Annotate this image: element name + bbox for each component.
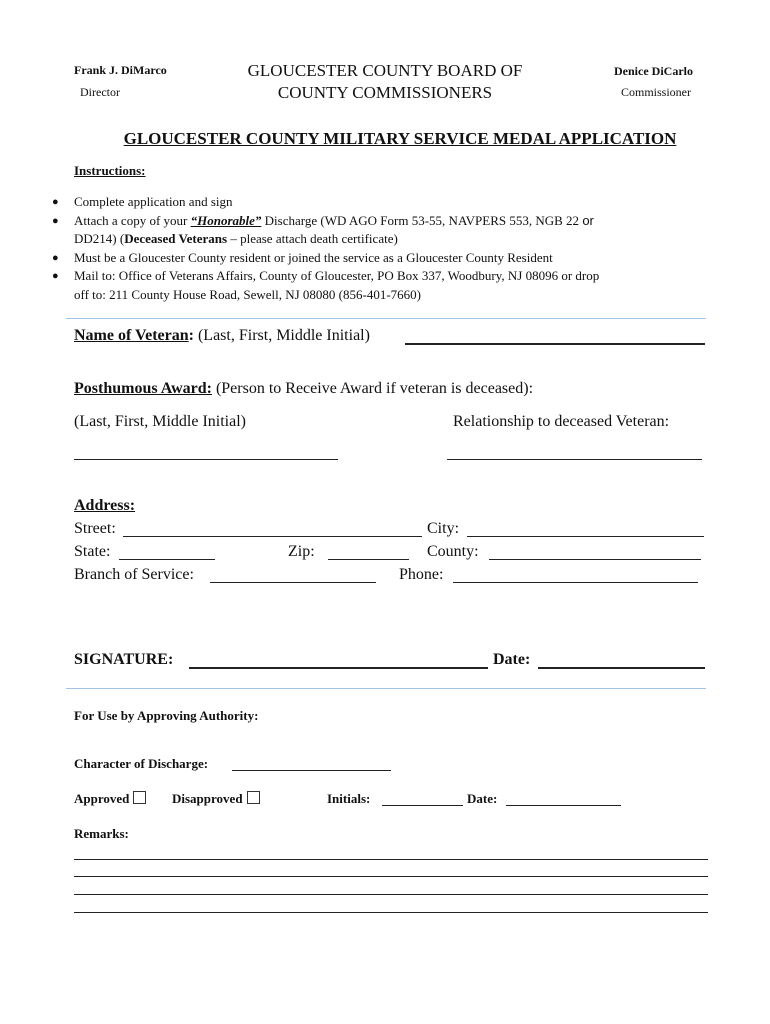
section-divider (66, 318, 706, 319)
instruction-item-3: Must be a Gloucester County resident or joined the service as a Gloucester County Resident (74, 250, 553, 265)
approved-label (74, 791, 146, 807)
section-divider (66, 688, 706, 689)
board-title-line2: COUNTY COMMISSIONERS (277, 83, 493, 102)
signature-date-field[interactable] (538, 667, 705, 669)
signature-label: SIGNATURE: (74, 651, 174, 668)
zip-label: Zip: (288, 543, 315, 560)
bullet-icon: ● (52, 252, 59, 264)
instruction-item-2 (74, 213, 594, 229)
instruction-item-2-honorable: “Honorable” (190, 213, 262, 228)
authority-date-field[interactable] (506, 805, 621, 806)
initials-label: Initials: (327, 791, 371, 806)
remarks-line[interactable] (74, 894, 708, 895)
street-label: Street: (74, 520, 116, 537)
remarks-line[interactable] (74, 912, 708, 913)
bullet-icon: ● (52, 196, 59, 208)
county-field[interactable] (489, 559, 701, 560)
approved-label-text: Approved (74, 791, 130, 806)
initials-field[interactable] (382, 805, 463, 806)
veteran-name-label (74, 327, 370, 345)
city-label: City: (427, 520, 460, 537)
posthumous-name-hint: (Last, First, Middle Initial) (74, 413, 246, 430)
instructions-heading: Instructions: (74, 163, 146, 178)
zip-field[interactable] (328, 559, 409, 560)
branch-label: Branch of Service: (74, 566, 194, 583)
discharge-character-label: Character of Discharge: (74, 756, 209, 771)
instruction-item-2-pre: Attach a copy of your (74, 213, 191, 228)
bullet-icon: ● (52, 215, 59, 227)
commissioner-name: Denice DiCarlo (614, 64, 693, 78)
city-field[interactable] (467, 536, 704, 537)
address-heading: Address: (74, 497, 136, 514)
posthumous-label-text: Posthumous Award: (74, 380, 212, 397)
state-label: State: (74, 543, 111, 560)
posthumous-hint: (Person to Receive Award if veteran is deceased): (211, 380, 534, 397)
veteran-name-hint: (Last, First, Middle Initial) (193, 327, 370, 344)
veteran-name-label-text: Name of Veteran (74, 327, 189, 344)
director-title: Director (80, 85, 120, 99)
page-title: GLOUCESTER COUNTY MILITARY SERVICE MEDAL APPLICATION (123, 129, 677, 148)
instruction-item-2-or: or (582, 213, 594, 228)
remarks-line[interactable] (74, 876, 708, 877)
signature-date-label: Date: (493, 651, 531, 668)
board-title-line1: GLOUCESTER COUNTY BOARD OF (247, 61, 523, 80)
instruction-item-2-post: Discharge (WD AGO Form 53-55, NAVPERS 553, NGB 22 (261, 213, 583, 228)
instruction-item-4-line2: off to: 211 County House Road, Sewell, NJ 08080 (856-401-7660) (74, 287, 422, 302)
instruction-item-2-line2-pre: DD214) ( (74, 231, 125, 246)
veteran-name-field[interactable] (405, 343, 705, 345)
posthumous-label (74, 380, 533, 398)
instruction-item-2-deceased: Deceased Veterans (124, 231, 228, 246)
approved-checkbox[interactable] (133, 791, 146, 804)
signature-field[interactable] (189, 667, 488, 669)
relationship-field[interactable] (447, 459, 702, 460)
instruction-item-2-line2-post: – please attach death certificate) (227, 231, 398, 246)
veteran-name-colon: : (188, 327, 194, 344)
county-label: County: (427, 543, 479, 560)
authority-heading: For Use by Approving Authority: (74, 708, 259, 723)
commissioner-title: Commissioner (621, 85, 692, 99)
instruction-item-2-line2 (74, 231, 398, 247)
branch-field[interactable] (210, 582, 376, 583)
instruction-item-4: Mail to: Office of Veterans Affairs, County of Gloucester, PO Box 337, Woodbury, NJ 08096 or drop (74, 268, 600, 283)
state-field[interactable] (119, 559, 215, 560)
disapproved-label-text: Disapproved (172, 791, 243, 806)
phone-field[interactable] (453, 582, 698, 583)
relationship-label: Relationship to deceased Veteran: (453, 413, 670, 430)
remarks-line[interactable] (74, 859, 708, 860)
instruction-item-1: Complete application and sign (74, 194, 233, 209)
director-name: Frank J. DiMarco (74, 63, 167, 77)
disapproved-checkbox[interactable] (247, 791, 260, 804)
posthumous-name-field[interactable] (74, 459, 338, 460)
discharge-character-field[interactable] (232, 770, 391, 771)
remarks-label: Remarks: (74, 826, 129, 841)
authority-date-label: Date: (467, 791, 498, 806)
street-field[interactable] (123, 536, 422, 537)
bullet-icon: ● (52, 270, 59, 282)
disapproved-label (172, 791, 260, 807)
phone-label: Phone: (399, 566, 444, 583)
